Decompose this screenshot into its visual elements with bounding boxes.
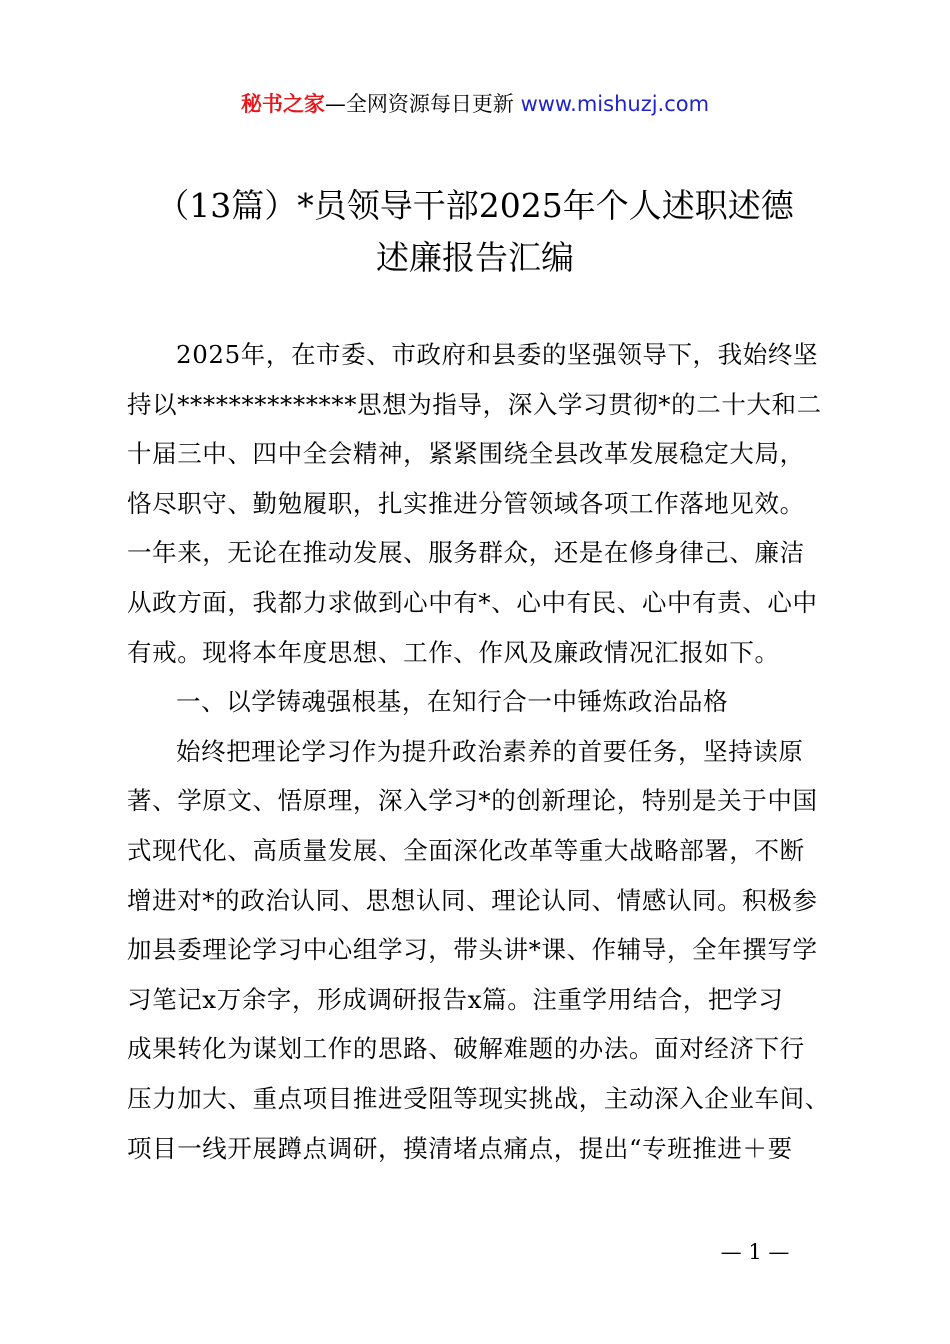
paragraph-line: 成果转化为谋划工作的思路、破解难题的办法。面对经济下行 xyxy=(127,1034,805,1064)
paragraph-line: 2025年，在市委、市政府和县委的坚强领导下，我始终坚 xyxy=(176,340,819,369)
paragraph-line: 著、学原文、悟原理，深入学习*的创新理论，特别是关于中国 xyxy=(127,786,818,816)
site-url-link[interactable]: www.mishuzj.com xyxy=(520,92,710,116)
paragraph-line: 恪尽职守、勤勉履职，扎实推进分管领域各项工作落地见效。 xyxy=(127,488,805,518)
title-line-1: （13篇）*员领导干部2025年个人述职述德 xyxy=(156,186,794,225)
paragraph-line: 从政方面，我都力求做到心中有*、心中有民、心中有责、心中 xyxy=(127,587,818,617)
brand-name: 秘书之家 xyxy=(240,92,325,116)
paragraph-line: 十届三中、四中全会精神，紧紧围绕全县改革发展稳定大局， xyxy=(127,439,805,469)
paragraph-line: 有戒。现将本年度思想、工作、作风及廉政情况汇报如下。 xyxy=(127,637,780,667)
site-header-banner xyxy=(0,88,950,120)
title-line-2: 述廉报告汇编 xyxy=(376,238,574,277)
header-tagline: —全网资源每日更新 xyxy=(324,92,521,116)
paragraph-line: 项目一线开展蹲点调研，摸清堵点痛点，提出“专班推进＋要 xyxy=(127,1133,793,1163)
section-heading: 一、以学铸魂强根基，在知行合一中锤炼政治品格 xyxy=(176,687,729,717)
paragraph-line: 式现代化、高质量发展、全面深化改革等重大战略部署，不断 xyxy=(127,835,805,865)
paragraph-line: 加县委理论学习中心组学习，带头讲*课、作辅导，全年撰写学 xyxy=(127,935,818,965)
paragraph-line: 增进对*的政治认同、思想认同、理论认同、情感认同。积极参 xyxy=(127,885,818,915)
paragraph-line: 习笔记x万余字，形成调研报告x篇。注重学用结合，把学习 xyxy=(127,984,784,1014)
document-title xyxy=(100,180,850,284)
document-body xyxy=(127,330,839,1173)
paragraph-line: 压力加大、重点项目推进受阻等现实挑战，主动深入企业车间、 xyxy=(127,1083,830,1113)
page-number: — 1 — xyxy=(720,1240,790,1264)
paragraph-line: 始终把理论学习作为提升政治素养的首要任务，坚持读原 xyxy=(176,736,804,766)
paragraph-line: 一年来，无论在推动发展、服务群众，还是在修身律己、廉洁 xyxy=(127,538,805,568)
paragraph-line: 持以**************思想为指导，深入学习贯彻*的二十大和二 xyxy=(127,389,822,419)
